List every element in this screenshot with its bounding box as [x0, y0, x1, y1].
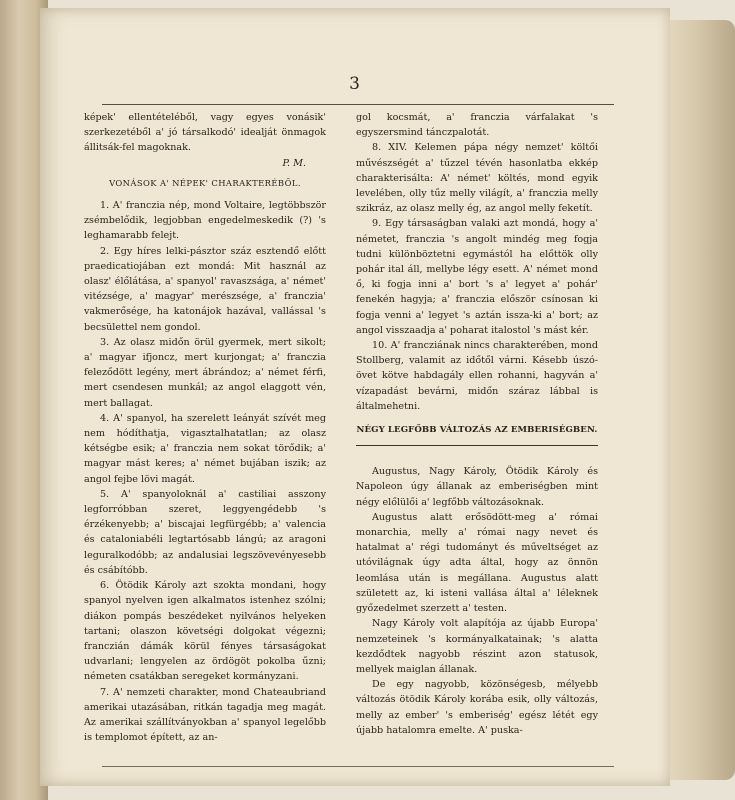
- paragraph: 7. A' nemzeti charakter, mond Chateaubriand amerikai utazásában, ritkán tagadja meg magát. Az amerikai szállítványokban a' spanyol legelőbb is templomot épített, az an-: [84, 686, 326, 744]
- right-column: [356, 110, 598, 738]
- paragraph: 2. Egy híres lelki-pásztor száz esztendő előtt praedicatiojában ezt mondá: Mit használ az olasz' élőlátása, a' spanyol' ravaszsága, a' német' vitézsége, a' magyar' merészsége, a' franczia' vakmerősége, ha katonájok hazával, vallással 's becsülettel nem gondol.: [84, 245, 326, 333]
- signature: P. M.: [282, 157, 306, 169]
- footer-rule: [102, 766, 614, 767]
- book-page-edges: [665, 20, 735, 780]
- intro-paragraph: képek' ellentételéből, vagy egyes vonásik' szerkezetéből a' jó társalkodó' idealját önmagok állitsák-fel magoknak.: [84, 112, 326, 154]
- header-rule: [102, 104, 614, 105]
- paragraph: Augustus, Nagy Károly, Ötödik Károly és Napoleon úgy állanak az emberiségben mint négy előlülői a' legfőbb változásoknak.: [356, 466, 598, 508]
- paragraph: Nagy Károly volt alapítója az újabb Europa' nemzeteinek 's kormányalkatainak; 's alatta kezdődtek nagyobb részint azon statusok, mellyek maiglan állanak.: [356, 618, 598, 675]
- paragraph: 1. A' franczia nép, mond Voltaire, legtöbbször zsémbelődik, legjobban engedelmeskedik (?) 's leghamarabb felejt.: [84, 200, 326, 242]
- paragraph: 8. XIV. Kelemen pápa négy nemzet' költői művészségét a' tűzzel tévén hasonlatba ekkép charakterisálta: A' német' költés, mond egyik levelében, olly tűz melly világít, a' franczia melly szikráz, az olasz melly ég, az angol melly feketít.: [356, 142, 598, 215]
- paragraph: De egy nagyobb, közönségesb, mélyebb változás ötödik Károly korába esik, olly változás, melly az ember' 's emberiség' egész létét egy újabb hatalomra emelte. A' puska-: [356, 679, 598, 736]
- page-number: 3: [349, 74, 361, 94]
- paragraph: 10. A' francziának nincs charakterében, mond Stollberg, valamit az időtől várni. Késebb úszó-övet kötve habdagály ellen rohanni, hagyván a' vízapadást bevárni, midőn száraz lábbal is általmehetni.: [356, 340, 598, 412]
- continuation-paragraph: gol kocsmát, a' franczia várfalakat 's egyszersmind tánczpalotát.: [356, 112, 598, 139]
- paragraph: 5. A' spanyoloknál a' castiliai asszony legforróbban szeret, leggyengédebb 's érzékenyebb; a' biscajai legfürgébb; a' valencia és cataloniabéli legtartósabb lángú; az aragoni leguralkodóbb; az andalusiai legszövevényesebb és csábítóbb.: [84, 488, 326, 576]
- paragraph: 4. A' spanyol, ha szerelett leányát szívét meg nem hódíthatja, vigasztalhatatlan; az olasz kétségbe esik; a' franczia nem sokat törődik; a' magyar mást keres; a' német bujában iszik; az angol fejbe lövi magát.: [84, 412, 326, 485]
- paragraph: 3. Az olasz midőn örül gyermek, mert sikolt; a' magyar ifjoncz, mert kurjongat; a' franczia feleződött legény, mert ábrándoz; a' német férfi, mert csendesen munkál; az angol elaggott vén, mert ballagat.: [84, 336, 326, 409]
- section-heading: VONÁSOK A' NÉPEK' CHARAKTERÉBŐL.: [109, 177, 301, 188]
- section-rule: [356, 445, 598, 446]
- paragraph: 9. Egy társaságban valaki azt mondá, hogy a' németet, franczia 's angolt mindég meg fogja tudni különböztetni egymástól ha előttök olly pohár ital áll, mellybe légy esett. A' német mond ő, ki fogja inni a' bort 's a' legyet a' pohár' fenekén hagyja; a' franczia először csínosan ki fogja venni a' legyet 's aztán issza-ki a' bort; az angol visszaadja a' poharat italostol 's mást kér.: [356, 218, 598, 336]
- paragraph: Augustus alatt erősödött-meg a' római monarchia, melly a' római nagy nevet és hatalmat a' régi tudományt és műveltséget az utóvilágnak úgy adta által, hogy az önnön leomlása után is megállana. Augustus alatt született az, ki isteni vallása által a' léleknek győzedelmet szerzett a' testen.: [356, 511, 598, 615]
- section-heading: NÉGY LEGFŐBB VÁLTOZÁS AZ EMBERISÉGBEN.: [356, 425, 598, 436]
- book-page: [40, 8, 670, 786]
- left-column: [84, 110, 326, 745]
- paragraph: 6. Ötödik Károly azt szokta mondani, hogy spanyol nyelven igen alkalmatos istenhez szólni; diákon pompás beszédeket nyilvános helyeken tartani; olaszon követségi dolgokat végezni; franczián dámák körül fényes társaságokat udvarlani; lengyelen az ördögöt pokolba űzni; németen csatákban seregeket kormányzani.: [84, 580, 326, 683]
